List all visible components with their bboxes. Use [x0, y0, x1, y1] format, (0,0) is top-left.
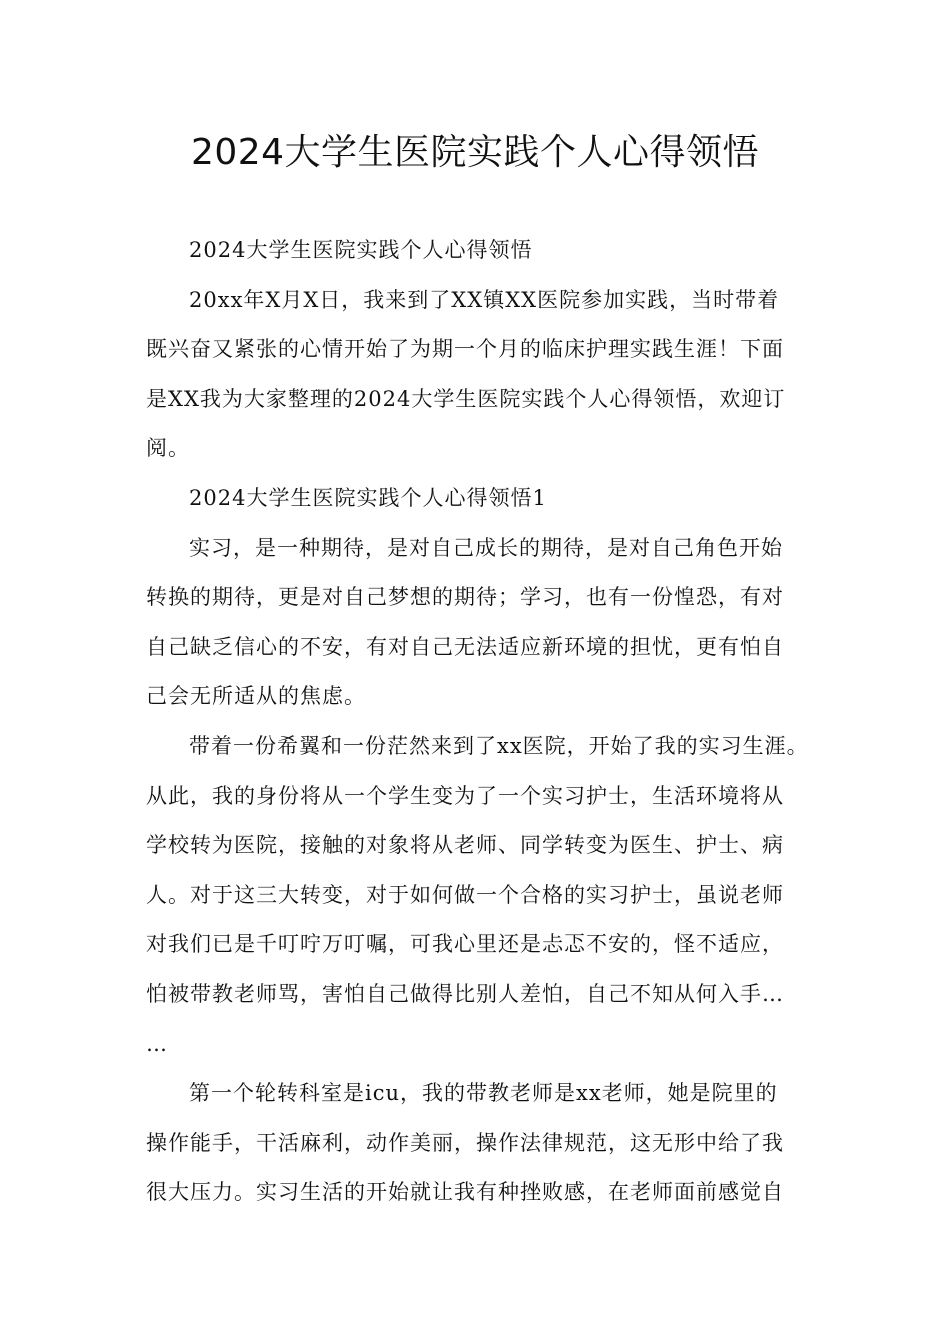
- text-line: 带着一份希翼和一份茫然来到了xx医院，开始了我的实习生涯。: [189, 733, 809, 758]
- text-line: 学校转为医院，接触的对象将从老师、同学转变为医生、护士、病: [146, 833, 784, 858]
- text-line: 操作能手，干活麻利，动作美丽，操作法律规范，这无形中给了我: [146, 1130, 784, 1155]
- text-line: 转换的期待，更是对自己梦想的期待；学习，也有一份惶恐，有对: [146, 585, 784, 610]
- text-line: 己会无所适从的焦虑。: [146, 684, 366, 709]
- text-line: 是XX我为大家整理的2024大学生医院实践个人心得领悟，欢迎订: [146, 386, 786, 411]
- text-line: 2024大学生医院实践个人心得领悟1: [189, 485, 547, 510]
- section-heading: [146, 474, 806, 524]
- text-line: 第一个轮转科室是icu，我的带教老师是xx老师，她是院里的: [189, 1081, 778, 1106]
- text-line: 很大压力。实习生活的开始就让我有种挫败感，在老师面前感觉自: [146, 1180, 784, 1205]
- text-line: 既兴奋又紧张的心情开始了为期一个月的临床护理实践生涯！下面: [146, 337, 784, 362]
- paragraph-subtitle: [146, 226, 806, 276]
- text-line: 阅。: [146, 436, 190, 461]
- text-line: 2024大学生医院实践个人心得领悟: [189, 238, 533, 262]
- document-title: 2024大学生医院实践个人心得领悟: [190, 132, 760, 173]
- text-line: 自己缺乏信心的不安，有对自己无法适应新环境的担忧，更有怕自: [146, 634, 784, 659]
- paragraph-internship-expectation: [146, 524, 806, 722]
- text-line: 怕被带教老师骂，害怕自己做得比别人差怕，自己不知从何入手…: [146, 981, 784, 1006]
- text-line: 20xx年X月X日，我来到了XX镇XX医院参加实践，当时带着: [189, 287, 780, 312]
- paragraph-arrival: [146, 722, 809, 1069]
- text-line: 从此，我的身份将从一个学生变为了一个实习护士，生活环境将从: [146, 783, 784, 808]
- text-line: 对我们已是千叮咛万叮嘱，可我心里还是忐忑不安的，怪不适应，: [146, 932, 784, 957]
- text-line: 实习，是一种期待，是对自己成长的期待，是对自己角色开始: [189, 535, 783, 560]
- paragraph-icu-rotation: [146, 1069, 806, 1218]
- text-line: 人。对于这三大转变，对于如何做一个合格的实习护士，虽说老师: [146, 882, 784, 907]
- text-line: …: [146, 1031, 168, 1056]
- paragraph-intro: [146, 276, 806, 474]
- document-body: [146, 226, 809, 1218]
